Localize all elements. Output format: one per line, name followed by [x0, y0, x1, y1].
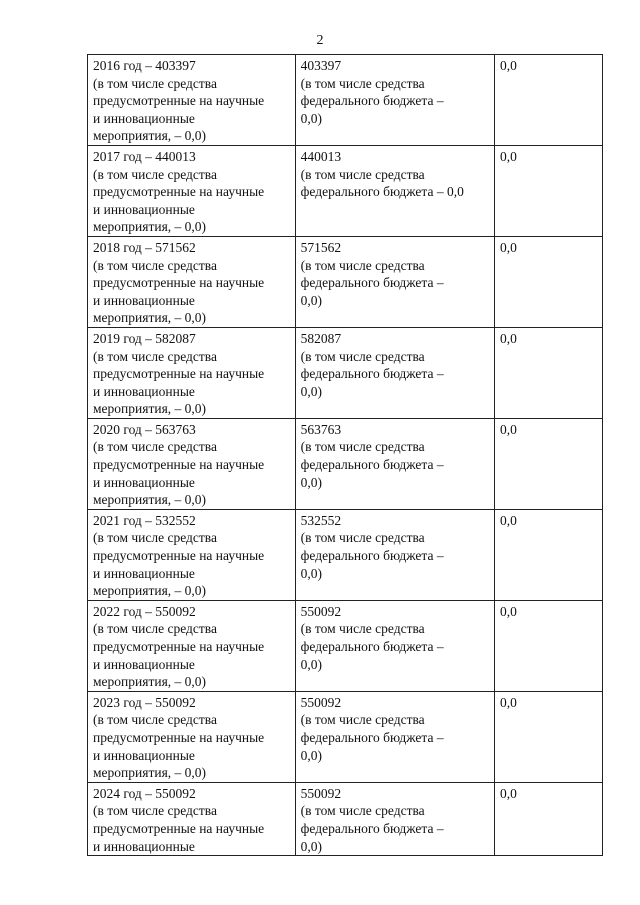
year-total-line: 2021 год – 532552	[93, 512, 196, 528]
other-funding-cell	[494, 145, 602, 236]
federal-budget-line: федерального бюджета –	[300, 366, 444, 382]
year-total-line: мероприятия, – 0,0)	[93, 401, 207, 417]
other-funding-cell	[494, 55, 602, 146]
year-total-line: мероприятия, – 0,0)	[93, 765, 207, 781]
table-row	[88, 782, 603, 855]
year-total-line: предусмотренные на научные	[93, 184, 265, 200]
year-total-cell	[88, 327, 296, 418]
year-total-line: предусмотренные на научные	[93, 366, 265, 382]
other-funding-value: 0,0	[499, 694, 517, 710]
year-total-line: мероприятия, – 0,0)	[93, 128, 207, 144]
other-funding-value: 0,0	[499, 148, 517, 164]
table-row	[88, 418, 603, 509]
federal-budget-cell	[295, 691, 494, 782]
federal-budget-line: (в том числе средства	[300, 530, 425, 546]
federal-budget-line: (в том числе средства	[300, 803, 425, 819]
federal-budget-cell	[295, 418, 494, 509]
year-total-line: (в том числе средства	[93, 166, 217, 182]
year-total-line: мероприятия, – 0,0)	[93, 219, 207, 235]
year-total-line: 2023 год – 550092	[93, 694, 196, 710]
table-row	[88, 55, 603, 146]
federal-budget-line: федерального бюджета –	[300, 275, 444, 291]
year-total-line: предусмотренные на научные	[93, 275, 265, 291]
federal-budget-line: 550092	[300, 694, 342, 710]
year-total-line: и инновационные	[93, 110, 195, 126]
other-funding-cell	[494, 691, 602, 782]
other-funding-value: 0,0	[499, 785, 517, 801]
year-total-line: 2024 год – 550092	[93, 785, 196, 801]
year-total-line: 2016 год – 403397	[93, 58, 196, 73]
other-funding-value: 0,0	[499, 421, 517, 437]
other-funding-cell	[494, 600, 602, 691]
year-total-line: предусмотренные на научные	[93, 729, 265, 745]
federal-budget-cell	[295, 145, 494, 236]
page-number: 2	[316, 33, 324, 48]
federal-budget-line: 0,0)	[300, 474, 323, 490]
year-total-line: 2019 год – 582087	[93, 330, 196, 346]
federal-budget-line: 0,0)	[300, 565, 323, 581]
federal-budget-line: (в том числе средства	[300, 75, 425, 91]
year-total-line: и инновационные	[93, 474, 195, 490]
other-funding-value: 0,0	[499, 58, 517, 73]
year-total-line: мероприятия, – 0,0)	[93, 492, 207, 508]
federal-budget-line: 0,0)	[300, 656, 323, 672]
year-total-line: и инновационные	[93, 747, 195, 763]
federal-budget-line: 550092	[300, 603, 342, 619]
year-total-line: предусмотренные на научные	[93, 820, 265, 836]
federal-budget-line: 550092	[300, 785, 342, 801]
federal-budget-line: 0,0)	[300, 383, 323, 399]
table-row	[88, 327, 603, 418]
federal-budget-cell	[295, 55, 494, 146]
federal-budget-line: 440013	[300, 148, 342, 164]
year-total-line: и инновационные	[93, 383, 195, 399]
federal-budget-line: 582087	[300, 330, 342, 346]
federal-budget-line: федерального бюджета –	[300, 820, 444, 836]
federal-budget-line: 532552	[300, 512, 342, 528]
other-funding-cell	[494, 782, 602, 855]
other-funding-cell	[494, 327, 602, 418]
funding-table-body	[88, 55, 603, 856]
year-total-line: и инновационные	[93, 292, 195, 308]
federal-budget-line: 0,0)	[300, 747, 323, 763]
year-total-line: 2020 год – 563763	[93, 421, 196, 437]
federal-budget-line: 0,0)	[300, 838, 323, 854]
federal-budget-cell	[295, 327, 494, 418]
year-total-cell	[88, 691, 296, 782]
other-funding-cell	[494, 509, 602, 600]
table-row	[88, 691, 603, 782]
year-total-line: мероприятия, – 0,0)	[93, 310, 207, 326]
table-row	[88, 236, 603, 327]
other-funding-value: 0,0	[499, 512, 517, 528]
other-funding-cell	[494, 236, 602, 327]
federal-budget-line: федерального бюджета –	[300, 729, 444, 745]
year-total-line: и инновационные	[93, 838, 195, 854]
federal-budget-line: (в том числе средства	[300, 348, 425, 364]
year-total-cell	[88, 236, 296, 327]
federal-budget-cell	[295, 782, 494, 855]
table-row	[88, 600, 603, 691]
year-total-line: и инновационные	[93, 201, 195, 217]
federal-budget-line: федерального бюджета – 0,0	[300, 184, 464, 200]
federal-budget-line: 0,0)	[300, 110, 323, 126]
year-total-cell	[88, 55, 296, 146]
year-total-cell	[88, 418, 296, 509]
table-row	[88, 509, 603, 600]
federal-budget-line: (в том числе средства	[300, 257, 425, 273]
federal-budget-line: федерального бюджета –	[300, 639, 444, 654]
year-total-cell	[88, 509, 296, 600]
year-total-cell	[88, 600, 296, 691]
other-funding-value: 0,0	[499, 330, 517, 346]
federal-budget-line: (в том числе средства	[300, 712, 425, 728]
federal-budget-line: 403397	[300, 58, 342, 73]
year-total-line: и инновационные	[93, 656, 195, 672]
federal-budget-line: (в том числе средства	[300, 621, 425, 637]
federal-budget-line: 563763	[300, 421, 342, 437]
year-total-line: предусмотренные на научные	[93, 639, 265, 654]
year-total-line: 2017 год – 440013	[93, 148, 196, 164]
other-funding-cell	[494, 418, 602, 509]
other-funding-value: 0,0	[499, 239, 517, 255]
year-total-line: (в том числе средства	[93, 348, 217, 364]
federal-budget-line: (в том числе средства	[300, 166, 425, 182]
federal-budget-cell	[295, 509, 494, 600]
funding-table	[87, 54, 603, 856]
year-total-line: (в том числе средства	[93, 257, 217, 273]
year-total-line: мероприятия, – 0,0)	[93, 583, 207, 599]
year-total-line: (в том числе средства	[93, 439, 217, 455]
other-funding-value: 0,0	[499, 603, 517, 619]
federal-budget-cell	[295, 236, 494, 327]
year-total-line: 2018 год – 571562	[93, 239, 196, 255]
year-total-line: (в том числе средства	[93, 530, 217, 546]
federal-budget-line: 571562	[300, 239, 342, 255]
federal-budget-line: федерального бюджета –	[300, 548, 444, 564]
year-total-line: мероприятия, – 0,0)	[93, 674, 207, 690]
year-total-line: (в том числе средства	[93, 803, 217, 819]
year-total-line: (в том числе средства	[93, 75, 217, 91]
table-row	[88, 145, 603, 236]
year-total-line: (в том числе средства	[93, 621, 217, 637]
federal-budget-line: федерального бюджета –	[300, 93, 444, 109]
federal-budget-line: (в том числе средства	[300, 439, 425, 455]
year-total-cell	[88, 145, 296, 236]
year-total-line: предусмотренные на научные	[93, 457, 265, 473]
year-total-line: (в том числе средства	[93, 712, 217, 728]
federal-budget-line: федерального бюджета –	[300, 457, 444, 473]
year-total-line: 2022 год – 550092	[93, 603, 196, 619]
year-total-line: и инновационные	[93, 565, 195, 581]
year-total-line: предусмотренные на научные	[93, 548, 265, 564]
federal-budget-cell	[295, 600, 494, 691]
federal-budget-line: 0,0)	[300, 292, 323, 308]
year-total-line: предусмотренные на научные	[93, 93, 265, 109]
year-total-cell	[88, 782, 296, 855]
